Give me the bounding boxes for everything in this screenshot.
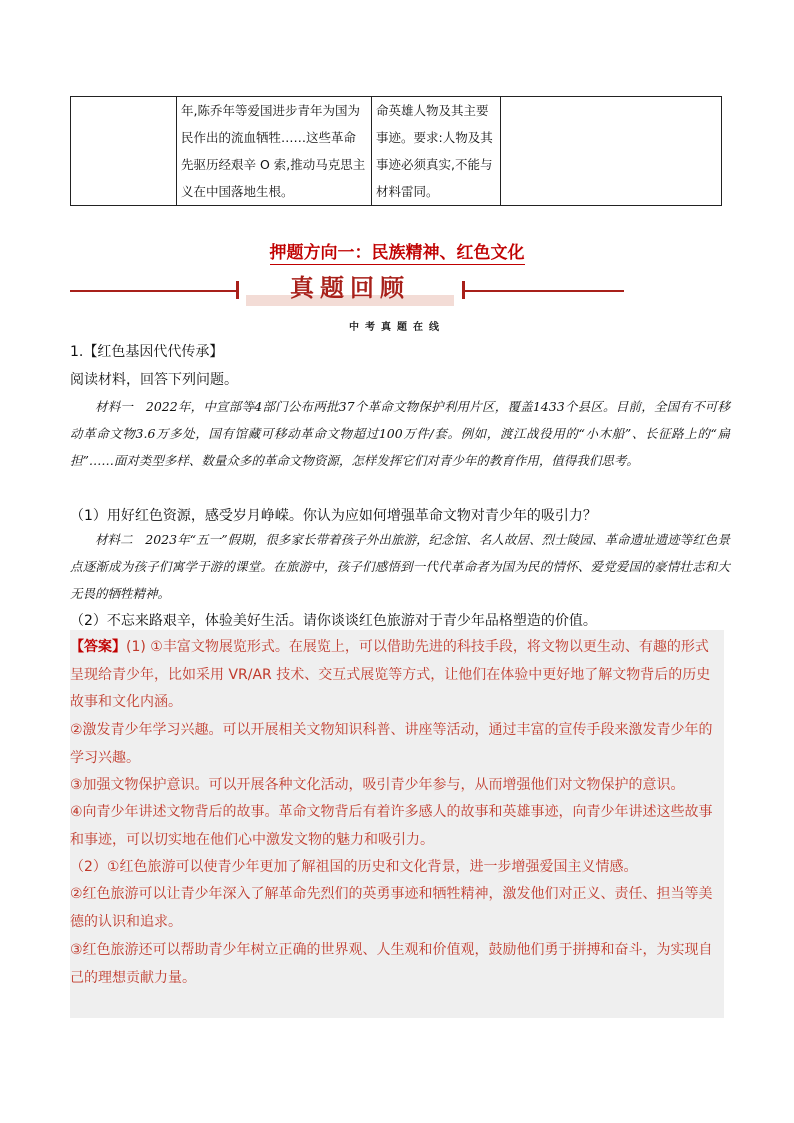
table-cell-empty xyxy=(71,97,177,206)
banner-title: 真题回顾 xyxy=(290,273,410,302)
material-one: 材料一 2022年，中宣部等4部门公布两批37个革命文物保护利用片区，覆盖1433个县区。目前，全国有不可移动革命文物3.6万多处，国有馆藏可移动革命文物超过100万件/套。例如，渡江战役用的“小木船”、长征路上的“扁担”……面对类型多样、数量众多的革命文物资源，怎样发挥它们对青少年的教育作用，值得我们思考。 xyxy=(70,399,730,468)
answer-point: ②红色旅游可以让青少年深入了解革命先烈们的英勇事迹和牺牲精神，激发他们对正义、责任、担当等美德的认识和追求。 xyxy=(70,886,713,930)
banner-left-tick xyxy=(236,281,239,299)
table-cell-requirement: 命英雄人物及其主要事迹。要求:人物及其事迹必须真实,不能与材料雷同。 xyxy=(372,97,501,206)
question-two: （2）不忘来路艰辛，体验美好生活。请你谈谈红色旅游对于青少年品格塑造的价值。 xyxy=(70,613,597,629)
table-cell-blank xyxy=(501,97,722,206)
answer-part-2: （2）①红色旅游可以使青少年更加了解祖国的历史和文化背景，进一步增强爱国主义情感。 xyxy=(70,859,638,875)
question-one: （1）用好红色资源，感受岁月峥嵘。你认为应如何增强革命文物对青少年的吸引力？ xyxy=(70,508,597,524)
section-banner xyxy=(70,272,630,308)
answer-part-1: 【答案】(1) ①丰富文物展览形式。在展览上，可以借助先进的科技手段，将文物以更生动、有趣的形式呈现给青少年，比如采用 VR/AR 技术、交互式展览等方式，让他们在体验中更好地了解文物背后的历史故事和文化内涵。 xyxy=(70,639,711,710)
banner-left-rule xyxy=(70,290,238,292)
answer-point: ③加强文物保护意识。可以开展各种文化活动，吸引青少年参与，从而增强他们对文物保护的意识。 xyxy=(70,777,685,793)
answer-point: ④向青少年讲述文物背后的故事。革命文物背后有着许多感人的故事和英雄事迹，向青少年讲述这些故事和事迹，可以切实地在他们心中激发文物的魅力和吸引力。 xyxy=(70,804,713,848)
table-row xyxy=(71,97,722,206)
table-cell-material: 年,陈乔年等爱国进步青年为国为民作出的流血牺牲……这些革命先驱历经艰辛 O 索,推动马克思主义在中国落地生根。 xyxy=(177,97,372,206)
answer-point: ③红色旅游还可以帮助青少年树立正确的世界观、人生观和价值观，鼓励他们勇于拼搏和奋斗，为实现自己的理想贡献力量。 xyxy=(70,942,713,986)
answer-point: ②激发青少年学习兴趣。可以开展相关文物知识科普、讲座等活动，通过丰富的宣传手段来激发青少年的学习兴趣。 xyxy=(70,722,713,766)
answer-label: 【答案】 xyxy=(70,639,126,655)
section-title: 押题方向一：民族精神、红色文化 xyxy=(269,243,525,263)
banner-right-rule xyxy=(464,290,624,292)
question-instruction: 阅读材料，回答下列问题。 xyxy=(70,372,238,388)
continued-table xyxy=(70,96,722,206)
banner-subtitle: 中考真题在线 xyxy=(349,322,445,333)
question-heading: 1.【红色基因代代传承】 xyxy=(70,344,224,360)
material-two: 材料二 2023年“五一”假期，很多家长带着孩子外出旅游，纪念馆、名人故居、烈士陵园、革命遗址遗迹等红色景点逐渐成为孩子们寓学于游的课堂。在旅游中，孩子们感悟到一代代革命者为国为民的情怀、爱党爱国的豪情壮志和大无畏的牺牲精神。 xyxy=(70,532,730,601)
